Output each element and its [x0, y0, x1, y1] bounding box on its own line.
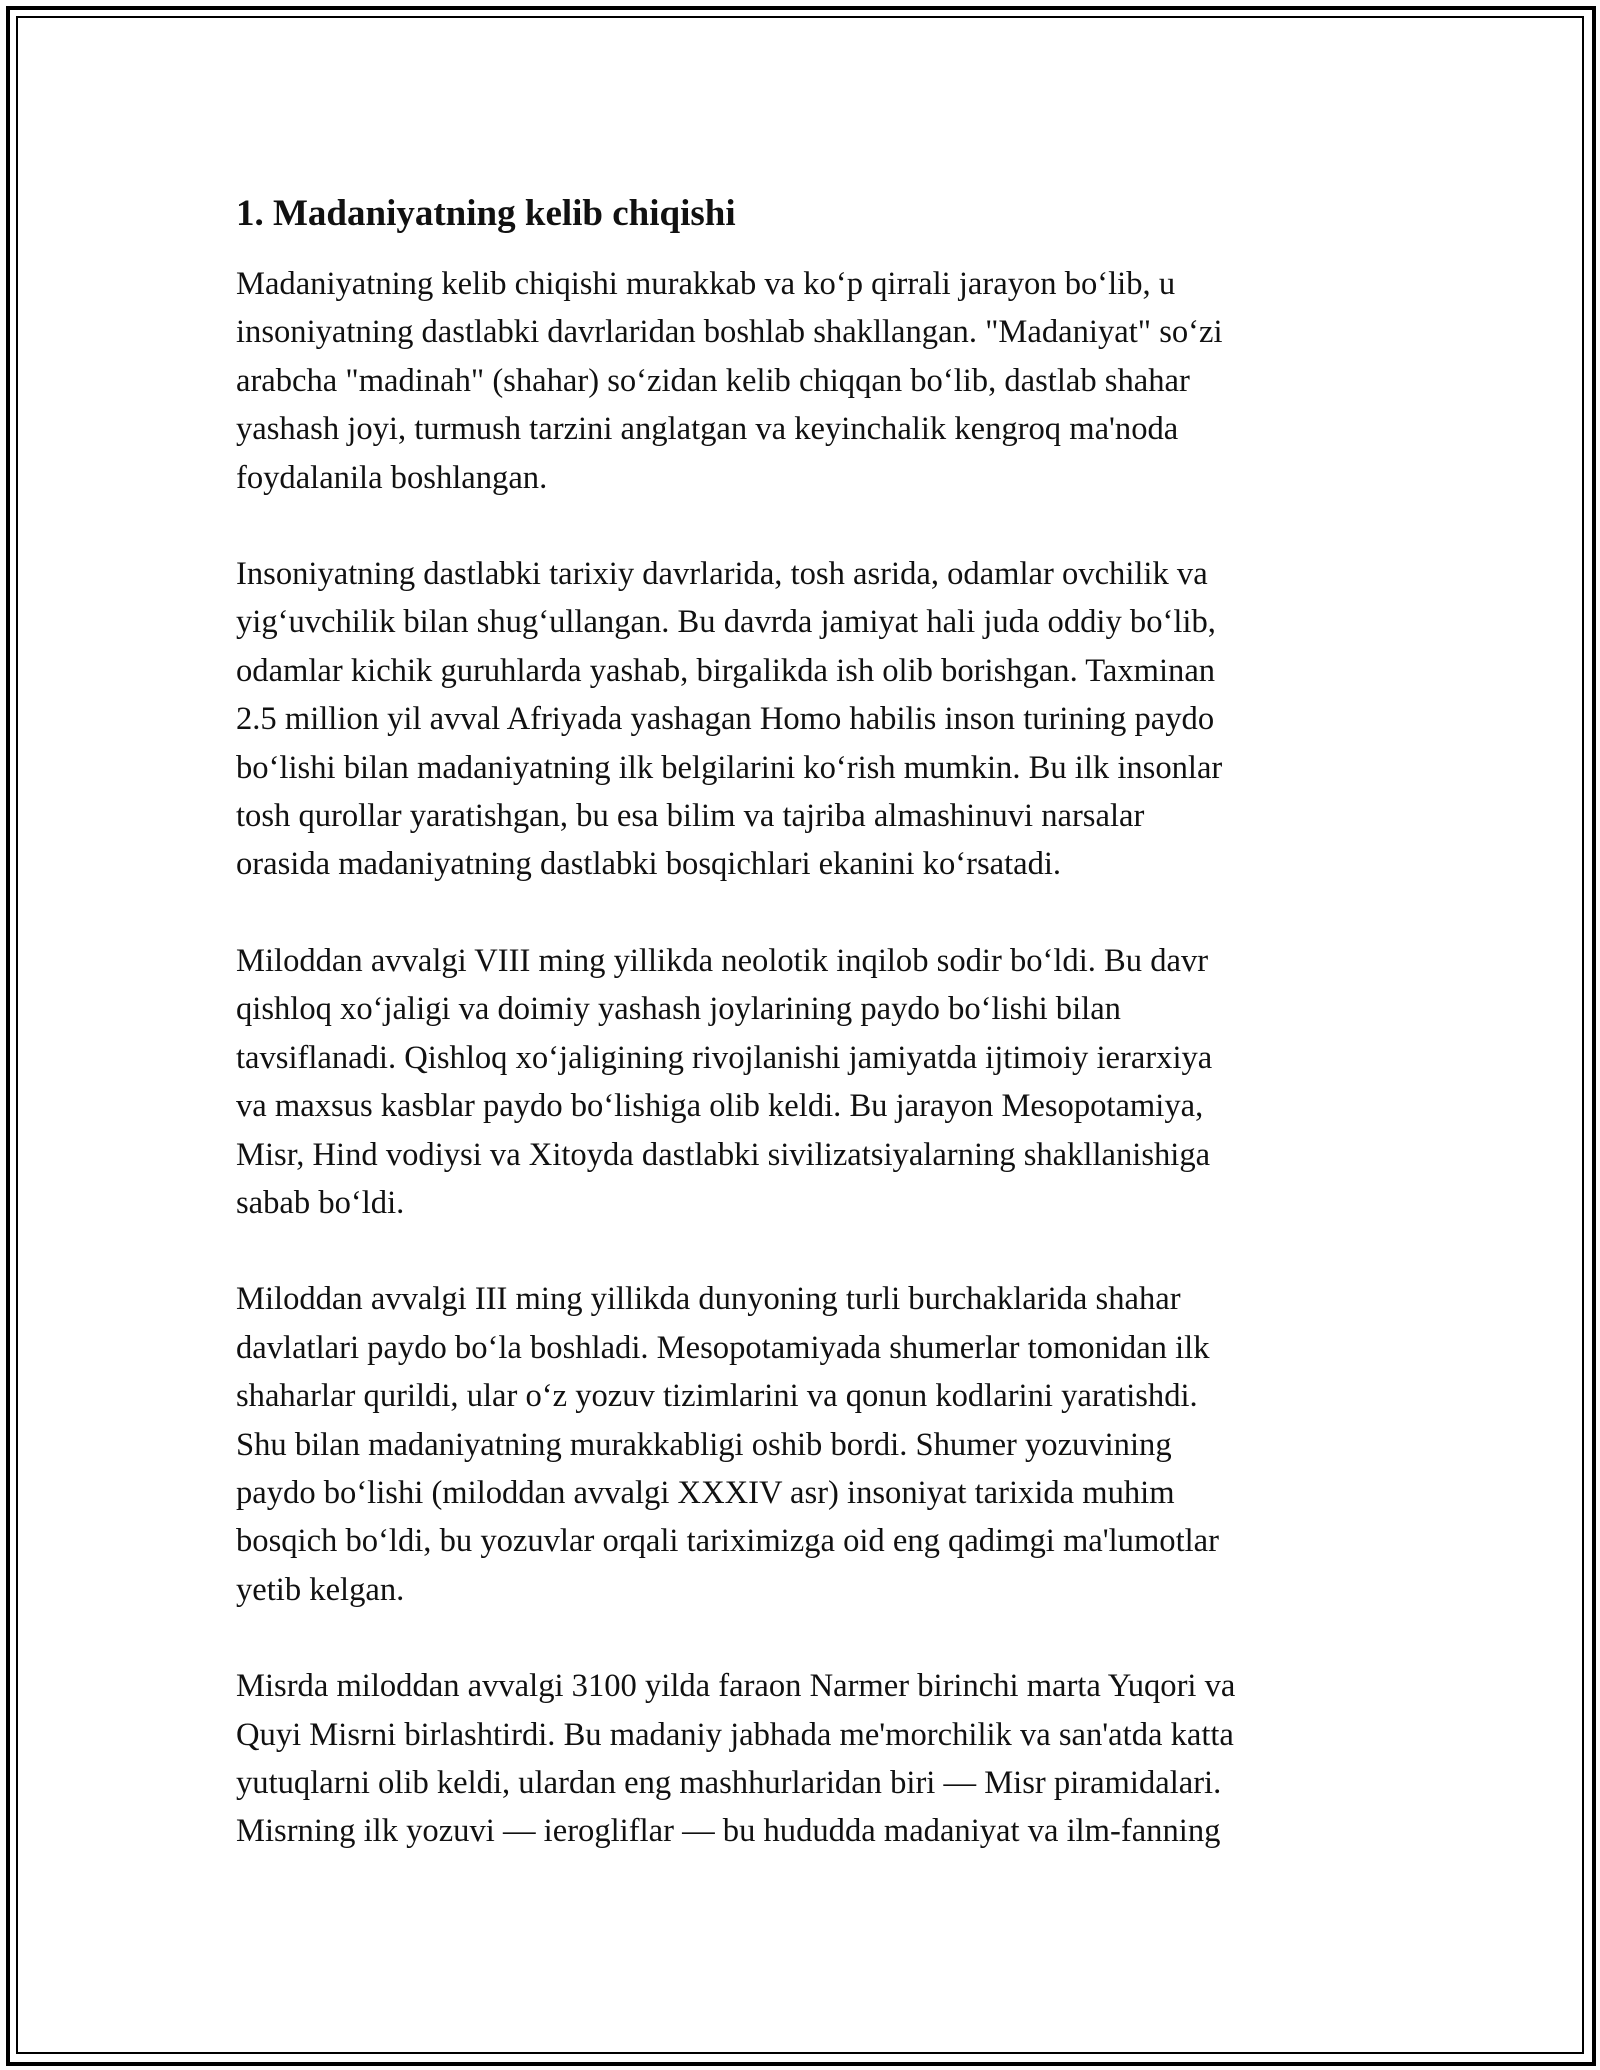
document-body	[236, 190, 1376, 1904]
paragraph-4: Miloddan avvalgi III ming yillikda dunyoning turli burchaklarida shahar davlatlari paydo bo‘la boshladi. Mesopotamiyada shumerlar tomonidan ilk shaharlar qurildi, ular o‘z yozuv tizimlarini va qonun kodlarini yaratishdi. Shu bilan madaniyatning murakkabligi oshib bordi. Shumer yozuvining paydo bo‘lishi (miloddan avvalgi XXXIV asr) insoniyat tarixida muhim bosqich bo‘ldi, bu yozuvlar orqali tariximizga oid eng qadimgi ma'lumotlar yetib kelgan.	[236, 1281, 1219, 1608]
paragraph-3: Miloddan avvalgi VIII ming yillikda neolotik inqilob sodir bo‘ldi. Bu davr qishloq xo‘jaligi va doimiy yashash joylarining paydo bo‘lishi bilan tavsiflanadi. Qishloq xo‘jaligining rivojlanishi jamiyatda ijtimoiy ierarxiya va maxsus kasblar paydo bo‘lishiga olib keldi. Bu jarayon Mesopotamiya, Misr, Hind vodiysi va Xitoyda dastlabki sivilizatsiyalarning shakllanishiga sabab bo‘ldi.	[236, 942, 1213, 1221]
paragraph-2: Insoniyatning dastlabki tarixiy davrlarida, tosh asrida, odamlar ovchilik va yig‘uvchilik bilan shug‘ullangan. Bu davrda jamiyat hali juda oddiy bo‘lib, odamlar kichik guruhlarda yashab, birgalikda ish olib borishgan. Taxminan 2.5 million yil avval Afriyada yashagan Homo habilis inson turining paydo bo‘lishi bilan madaniyatning ilk belgilarini ko‘rish mumkin. Bu ilk insonlar tosh qurollar yaratishgan, bu esa bilim va tajriba almashinuvi narsalar orasida madaniyatning dastlabki bosqichlari ekanini ko‘rsatadi.	[236, 556, 1223, 883]
paragraph-1: Madaniyatning kelib chiqishi murakkab va ko‘p qirrali jarayon bo‘lib, u insoniyatning dastlabki davrlaridan boshlab shakllangan. "Madaniyat" so‘zi arabcha "madinah" (shahar) so‘zidan kelib chiqqan bo‘lib, dastlab shahar yashash joyi, turmush tarzini anglatgan va keyinchalik kengroq ma'noda foydalanila boshlangan.	[236, 266, 1223, 496]
paragraph-5: Misrda miloddan avvalgi 3100 yilda faraon Narmer birinchi marta Yuqori va Quyi Misrni birlashtirdi. Bu madaniy jabhada me'morchilik va san'atda katta yutuqlarni olib keldi, ulardan eng mashhurlaridan biri — Misr piramidalari. Misrning ilk yozuvi — ierogliflar — bu hududda madaniyat va ilm-fanning	[236, 1668, 1236, 1850]
section-title: 1. Madaniyatning kelib chiqishi	[236, 193, 736, 234]
